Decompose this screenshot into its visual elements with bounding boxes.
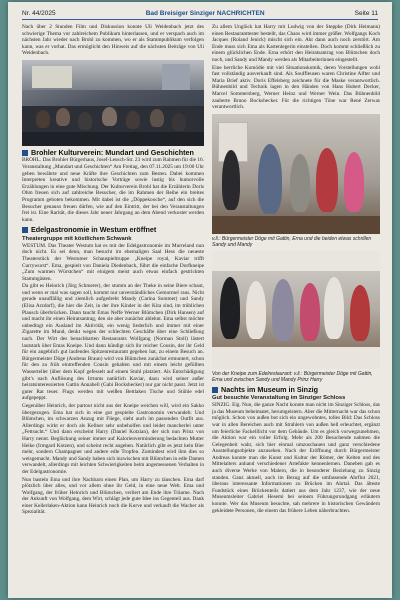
headline-bullet-icon (22, 227, 28, 233)
theater-photo-2 (212, 251, 380, 369)
article2-body (22, 243, 204, 516)
page-number: Seite 11 (354, 10, 378, 17)
article2-paragraph: Nun basteln Ema und ihre Nachbarn einen Plan, um Harry zu täuschen. Ema darf plötzlich über alles, und vor allem ohne ihr Geld, in eine neue Welt. Ema und Wolfgang, der früher Heinrich und Blümchen, verliert am Ende ihre Träume. Nach der Ankunft von Wolfgang, dem Wirt, schlägt jede gute Idee ins Gegenteil aus. Dank einer Kellerlaken-Aktion kann Heinrich noch die Kurve und verkauft die Wacher als Spezialität. (22, 476, 204, 516)
right-intro-text: Zu allem Unglück hat Harry mit Ludwig von der Steppke (Dirk Heimann) einen Restauranttester bestellt, das Chaos wird immer größer. Wolfgangs Koch Jacques (Roland Jenick) mischt sich ein. Akt dann auch noch zerstört. Am Ende muss sich Ema als Kartenlegerin einstellen. Doch kommt schließlich zu einem glücklichen Ende. Erna erhört den Heiratsantrag von Blümchen doch noch, und Sandy und Mandy werden als Mitarbeiterinnen eingestellt. (212, 24, 380, 63)
theater-photo-1 (212, 114, 380, 234)
article2-paragraph: Da gibt es Heinrich (Jörg Schmerer), der stumm an der Theke in seine Biere schaut, und wenn er mal was sagen soll, kommt nur unverständliches Gemurmel raus. Nicht gerade unauffällig und ziemlich aufgedreht Mandy (Carina Sommer) und Sandy (Elisa Arzdorf), die hier die Zeit, in der ihre Kinder in der Kita sind, im trüblichen Plausch überbrücken. Dann taucht Emas Neffe Werner Blümchen (Dirk Hansen) auf und macht ihr einen Heiratsantrag, den sie aber zunächst ablehnt. Ema selbst möchte unbedingt ein Ausland im Aktivität, ein wenig liederlich und immer mit einer Zigarette im Mund, denkt wegen der schlechten Geschäfte über eine Schließung nach. Der Wirt des benachbarten Restaurants Wolfgang (Norman Stoll) lästert lautstark über Emas Kneipe. Und dann kündigt sich ihr reicher Cousin, der ihr Geld für ein angeblich gut laufendes Spitzenrestaurant gegeben hat, zu einem Besuch an. Bürgermeister Döge (Andreas Braun) wird von Blümchen zunächst ermuntert, schon für den zu früh eintreffenden Cousin gehalten und mit einem leicht gefüllten Wasserteller (über dem Kopf gefesselt auf einem Stuhl platziert. Als Entschädigung gibt’s nach Auflösung des Irrtums natürlich Kaviar, dazu wird seiner außer heiratsinteressierten Gattin Annabell (Gabi Bockshecker) nur gar nicht passt. Jetzt ist guter Rat teuer. Flugs werden mit weißen Bettlaken Tische und Stühle edel aufgepeppt. (22, 283, 204, 402)
article2-subheadline: Theatergruppe mit köstlichem Schwank (22, 235, 132, 242)
right-column (212, 24, 380, 592)
page-header (22, 8, 378, 20)
left-column (22, 24, 204, 592)
headline-bullet-icon (22, 150, 28, 156)
newspaper-title: Bad Breisiger Sinziger NACHRICHTEN (145, 10, 265, 17)
article2-paragraph: Gegenüber Heinrich, der partout nicht aus der Kneipe weichen will, wird ein Sakko übergezogen. Ema hat sich in eine gut gespielte Gastronomin verwandelt. Und Blümchen, im schwarzen Anzug mit Fliege, sieht auch im passenden Outfit aus. Allerdings wirkt er doch als Kellner sehr unbeholfen und leidet mancherlei unter „Fettsucht.“ Und dann erscheint Harry (Daniel Kotzian), der sich nun Prinz von Harry nennt. Beglückung seiner immer auf Kalorienverminderung bedachten Mutter Heike (Irmgard Kotzen), und scheint recht angeben. Natürlich gibt es jetzt kein Bier mehr, sondern Champagner und andere edle Tropfen. Zumindest wird ihm dies so weisgemacht. Mandy und Sandy haben sich inzwischen mit Blümchen in edle Damen verwandelt, allerdings mit leichten Schwierigkeiten beim angemessenen Verhalten in der Edelgastronomie. (22, 402, 204, 475)
photo3-caption: Von der Kneipe zum Edelrestaurant: v.li.: Bürgermeister Döge mit Gattin, Erna und zwischen Sandy und Mandy Prinz Harry (212, 370, 373, 383)
article1-body (22, 157, 204, 223)
newspaper-page (8, 2, 392, 598)
issue-number: Nr. 44/2025 (22, 10, 56, 17)
article3-headline: Nachts im Museum in Sinzig (212, 386, 380, 394)
article2-paragraph: WESTUM. Das Theater Westum hat es mit der Edelgastronomie im Murreland nun doch nicht. Es sei denn, man besucht im ehemaligen Saal Hess die neueste Theaterstück der Westumer Schauspieltruppe „Kneipe royal, Kaviar trifft Currywurst“. Ema, gespielt von Daniela Diedenbach, führt die einfache Dorfkneipe „Zum warmen Würstchen“ mit einigem meist auch etwas einfach gestrickten Stammgästen. (22, 242, 204, 282)
left-intro-text: Nach über 2 Stunden Film und Diskussion konnte Uli Weidenbach jetzt des schwierige Thema vor zahlreichem Publikum hinterlassen, und er verspach auch im nächsten Jahr wieder nach Brohl zu kommen, wo er als Stammpublikum verfolgen kann, was er vorhat. Das ermöglicht den Hinweis auf die nächsten Beiträge von Uli Weidenbach. (22, 24, 204, 57)
article3-body (212, 402, 380, 514)
article3-paragraph: SINZIG. Eig. Nun, die ganze Nacht konnte man nicht im Sinziger Schloss, das ja das Museum beheimatet, herumgeistern. Aber die Mitternacht war das schon möglich. Schon von außen bot sich ein ungewohntes, tolles Bild: Das Schloss war in allen Bereichen auch mit Strahlern von außen hell erleuchtet, ergänzt um feierliche Fackelllicht vor dem Gebäude. Um es gleich vorwegzunehmen, die Aktion war ein voller Erfolg. Mehr als 200 Besuchende nahmen die Gelegenheit wahr, sich hier einmal umzuschauen und ganz verschiedene Ausstellungsobjekte anzusehen. Nach der Eröffnung durch Bürgermeister Andreas konnte man die Kunst und Kultur der Römer, der Kelten und des Mittelalters anhand verschiedener Artefakte kennenlernen. Daneben gab es auch diverse Werke von Malern, die in besonderer Beziehung zu Sinzig standen. Ganz aktuell, auch im Bezug auf die umfassende Ahrflut 2021, überaus interessante Informationen zu Brücken im Ahrtal. Das älteste Fundstück eines Brückenteils datiert aus dem Jahr 1237, wie der neue Museumsleiter Gabriel Hesemi bei seinem Führungsrundgang erläutern konnte. Wer das Museum besuchte, sah mehrere in historischen Gewändern gekleidete Personen, die einem das frühere Leben näherbrachten. (212, 402, 380, 514)
right-intro-text-2: Eine herrliche Komödie mit viel Situationskomik, deren Vorstellungen wohl fast vollständig ausverkauft sind. Als Souffleusen waren Christine Alfter und Maria Brief aktiv. Doris Effelsberg zeichnete für die Maske verantwortlich. Bühnenbild und Technik lagen in den Händen von Hans Hubert Decker, Marcel Sommersberg, Werner Heinz und Werner Wein. Das Bühnenbild zauberte Bruno Bockshecker. Für die richtigen Töne war René Zerwas verantwortlich. (212, 64, 380, 111)
article3-subheadline: Gut besuchte Veranstaltung im Sinziger Schloss (212, 395, 346, 402)
article1-headline: Brohler Kulturverein: Mundart und Geschichten (22, 149, 204, 157)
article1-paragraph: BROHL. Das Brohler Bürgerhaus, Josef-Leusch-Str. 23 wird zum Rahmen für die 16. Veranstaltung „Mundart und Geschichten“ Am Freitag, den 07.11.2025 um 19:00 Uhr geben bewährte und neue Kräfte ihre Geschichten zum Besten. Dabei kommen Interpreten kreative und historische Vorträge sowie lustig bis humorvolle Erzählungen in eine gute Mischung. Der Kulturverein Brohl hat die Erzählerin Doris Ohm freuen sich auf zahlreiche Besucher, die im Rahmen der Reihe ein breites Programm geboten bekommen. Mit dabei ist die „Döppekooche“, auf den sich die Besucher genauso freuen dürfen, wie auf den Eintritt, der bei den Veranstaltungen frei ist. Eine Rarität, die dieses Jahr neuer Jahrgang an dem Abend verkostet werden kann. (22, 157, 204, 223)
article2-headline: Edelgastronomie in Westum eröffnet (22, 226, 204, 234)
headline-bullet-icon (212, 387, 218, 393)
photo2-caption: v.li.: Bürgermeister Döge mit Gattin, Erna und die beiden etwas schrillen Sandy und Mandy (212, 235, 372, 248)
film-event-photo (22, 60, 204, 146)
